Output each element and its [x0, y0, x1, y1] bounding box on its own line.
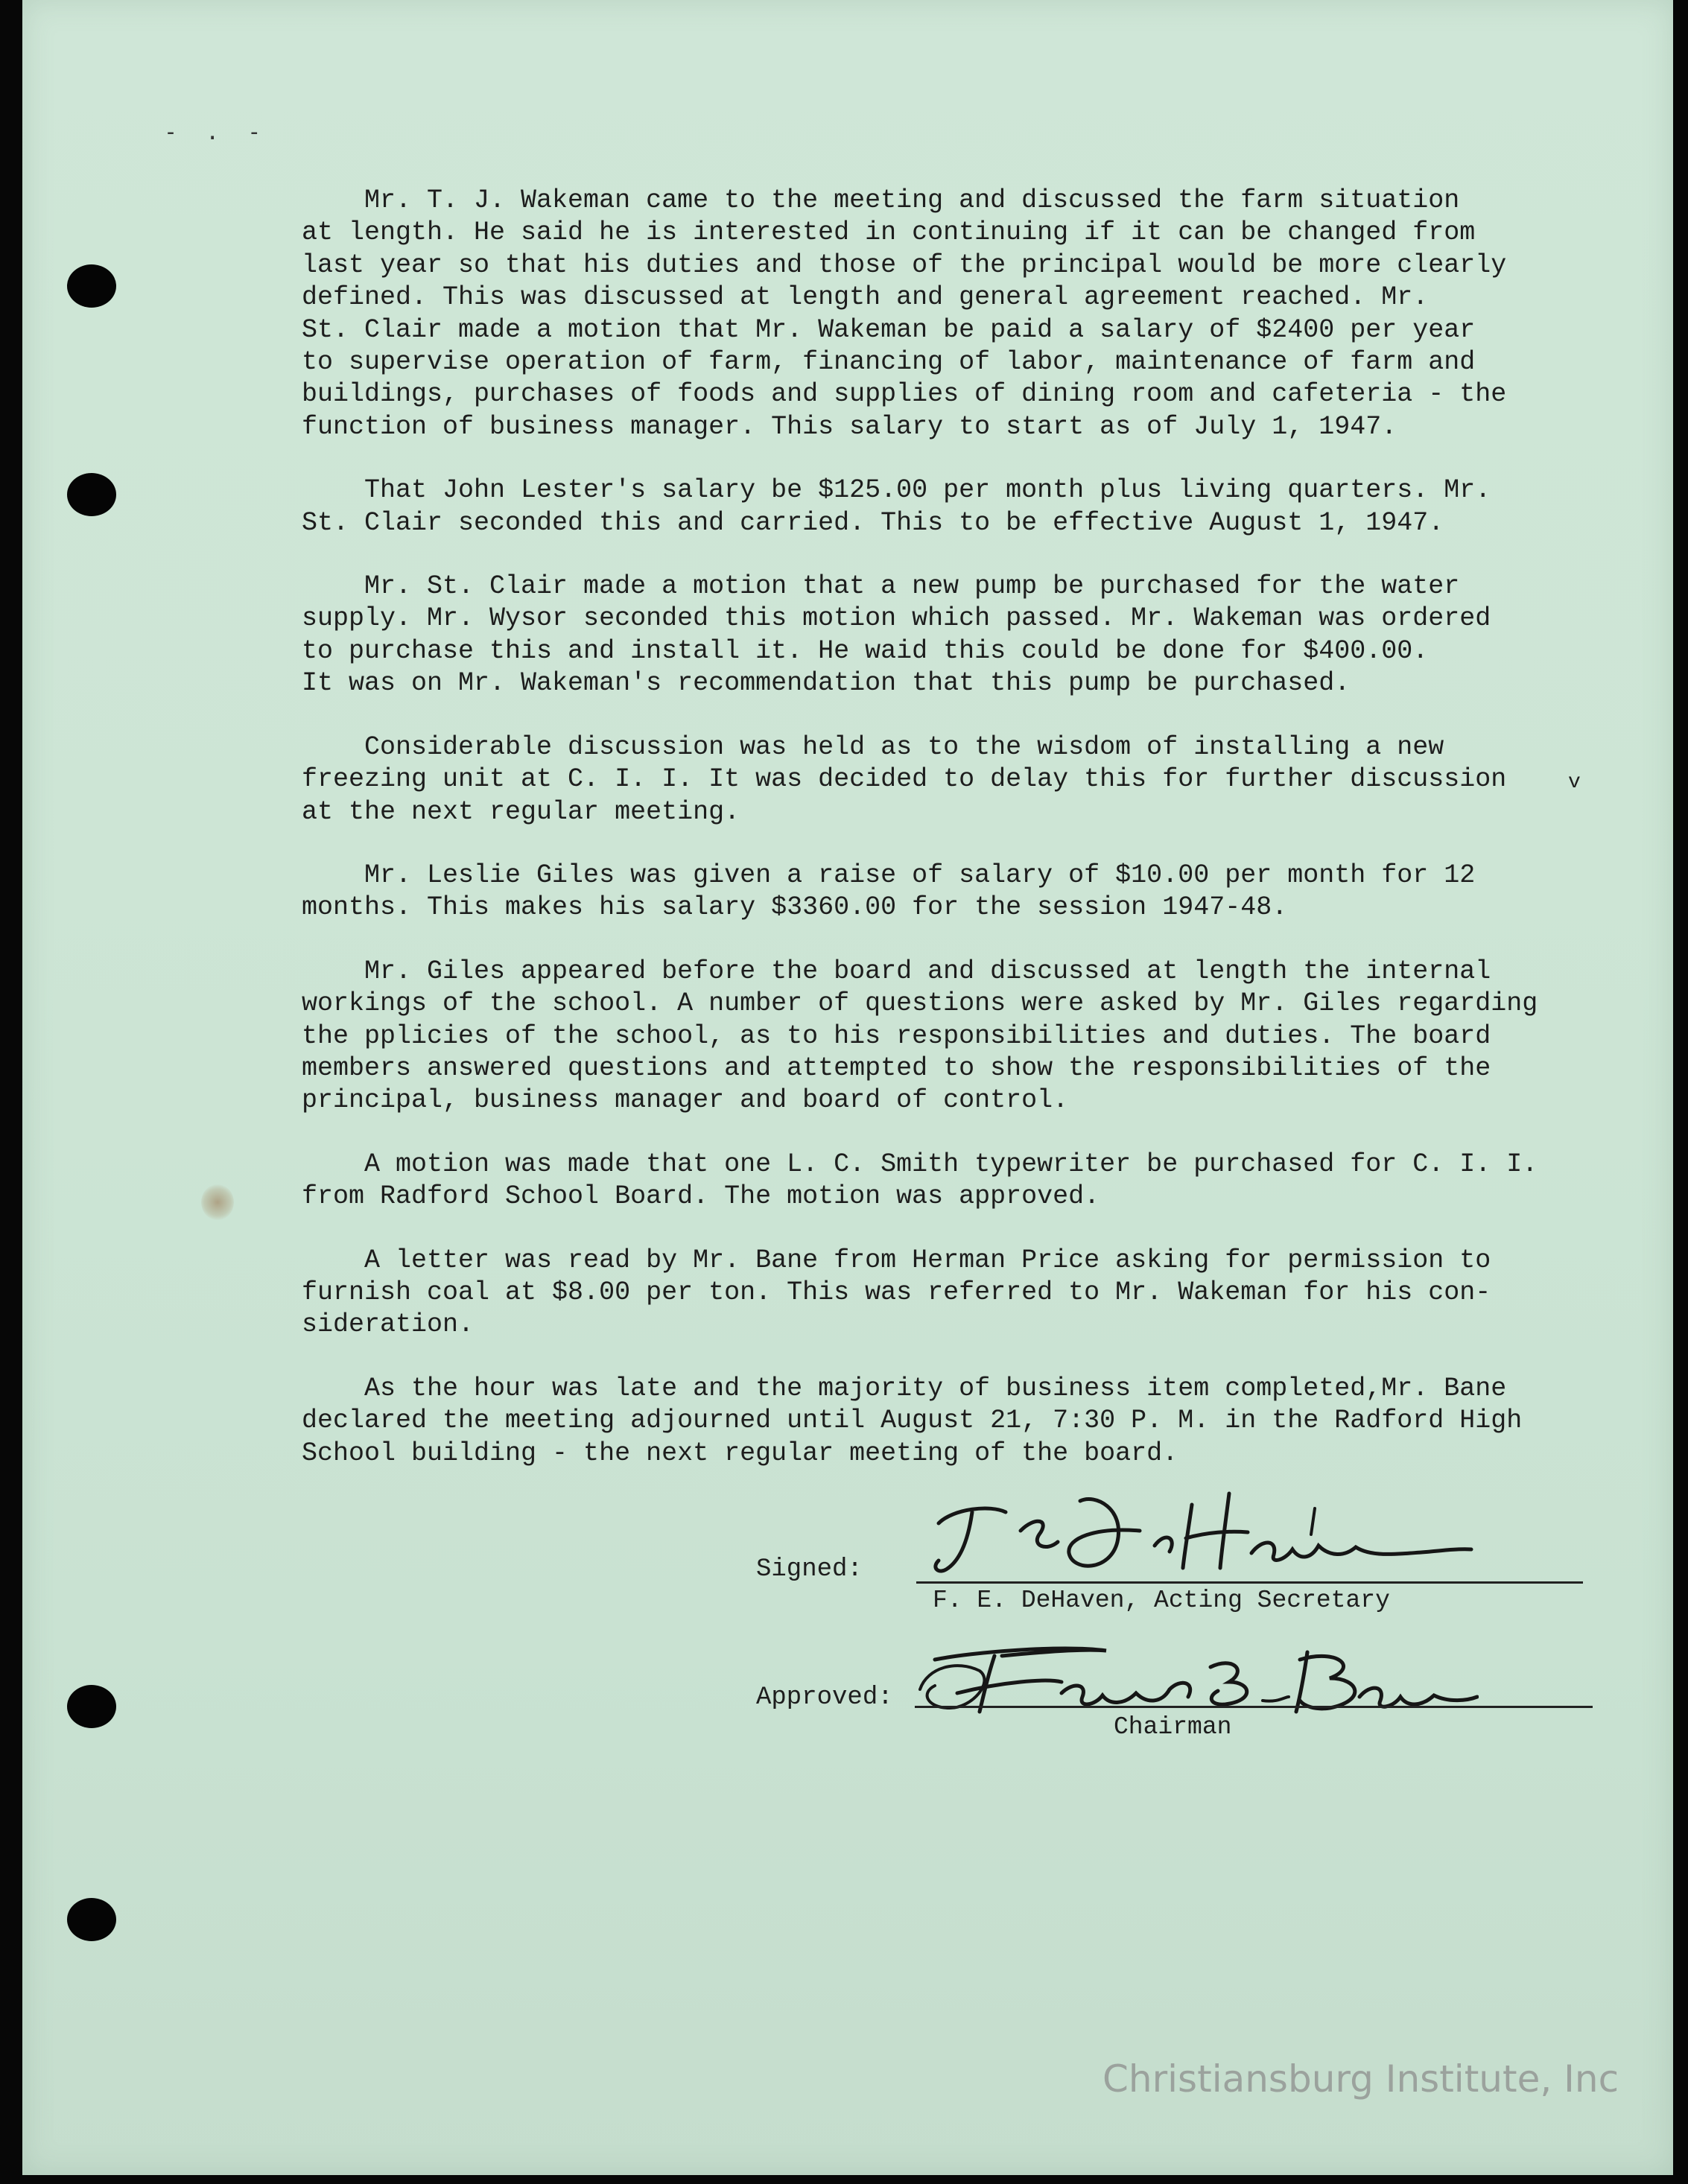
paragraph-coal-letter: A letter was read by Mr. Bane from Herman Price asking for permission to furnish coal at $8.00 per ton. This was referred to Mr. Wakeman for his con- sideration.: [302, 1245, 1491, 1340]
bane-signature-text: Howard E. Bane: [1189, 1681, 1202, 1683]
punch-hole-1: [67, 264, 116, 308]
paragraph-giles-raise: Mr. Leslie Giles was given a raise of salary of $10.00 per month for 12 months. This makes his salary $3360.00 for the session 1947-48.: [302, 860, 1476, 923]
punch-hole-4: [67, 1898, 116, 1941]
paragraph-farm-situation: Mr. T. J. Wakeman came to the meeting and discussed the farm situation at length. He said he is interested in continuing if it can be changed from last year so that his duties and those of the principal would be more clearly defined. This was discussed at length and general agreement reached. Mr. St. Clair made a motion that Mr. Wakeman be paid a salary of $2400 per year to supervise operation of farm, financing of labor, maintenance of farm and buildings, purchases of foods and supplies of dining room and cafeteria - the function of business manager. This salary to start as of July 1, 1947.: [302, 185, 1507, 442]
paragraph-giles-discussion: Mr. Giles appeared before the board and discussed at length the internal workings of the school. A number of questions were asked by Mr. Giles regarding the pplicies of the school, as to his responsibilities and duties. The board members answered questions and attempted to show the responsibilities of the principal, business manager and board of control.: [302, 956, 1538, 1116]
minutes-body: [302, 185, 1613, 1501]
paragraph-freezing-unit: Considerable discussion was held as to the wisdom of installing a new freezing unit at C. I. I. It was decided to delay this for further discussion at the next regular meeting.: [302, 731, 1507, 827]
archive-watermark: Christiansburg Institute, Inc: [1102, 2057, 1619, 2101]
document-page: [22, 0, 1673, 2175]
signed-caption: F. E. DeHaven, Acting Secretary: [933, 1587, 1390, 1614]
dehaven-signature: [909, 1486, 1475, 1575]
paragraph-lester-salary: That John Lester's salary be $125.00 per month plus living quarters. Mr. St. Clair seconded this and carried. This to be effective August 1, 1947.: [302, 475, 1491, 538]
paragraph-adjournment: As the hour was late and the majority of business item completed,Mr. Bane declared the meeting adjourned until August 21, 7:30 P. M. in the Radford High School building - the next regular meeting of the board.: [302, 1373, 1523, 1468]
corner-mark: - . -: [164, 119, 269, 145]
paragraph-typewriter: A motion was made that one L. C. Smith typewriter be purchased for C. I. I. from Radford School Board. The motion was approved.: [302, 1149, 1538, 1212]
approved-label: Approved:: [756, 1683, 893, 1712]
punch-hole-2: [67, 473, 116, 516]
dehaven-signature-text: F. E. DeHaven: [1186, 1530, 1198, 1531]
margin-check-mark: v: [1568, 771, 1581, 794]
approved-caption: Chairman: [1114, 1713, 1232, 1741]
paper-stain: [201, 1184, 234, 1220]
punch-hole-3: [67, 1685, 116, 1728]
approved-line: [915, 1706, 1593, 1708]
signed-line: [916, 1581, 1583, 1584]
paragraph-water-pump: Mr. St. Clair made a motion that a new pump be purchased for the water supply. Mr. Wysor seconded this motion which passed. Mr. Wakeman was ordered to purchase this and install it. He waid this could be done for $400.00. It was on Mr. Wakeman's recommendation that this pump be purchased.: [302, 571, 1491, 699]
signed-label: Signed:: [756, 1555, 863, 1584]
